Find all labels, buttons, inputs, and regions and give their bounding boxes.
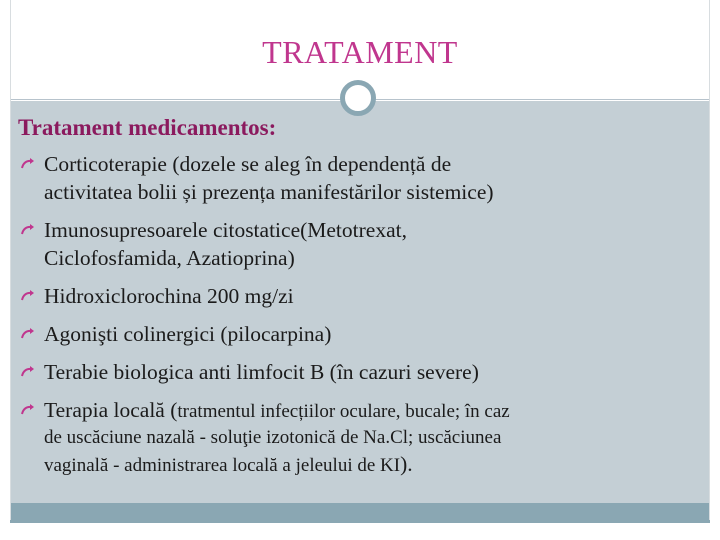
item-line: Ciclofosfamida, Azatioprina) <box>44 246 295 270</box>
item-line: Hidroxiclorochina 200 mg/zi <box>44 284 294 308</box>
item-line <box>44 451 698 479</box>
list-item <box>18 358 698 386</box>
item-line: Imunosupresoarele citostatice(Metotrexat, <box>44 218 407 242</box>
item-line <box>44 396 698 425</box>
item-lead: Terapia locală ( <box>44 398 178 422</box>
item-close: ). <box>400 452 413 476</box>
slide-title: TRATAMENT <box>262 34 458 70</box>
curved-arrow-bullet-icon <box>20 157 36 171</box>
curved-arrow-bullet-icon <box>20 289 36 303</box>
section-heading: Tratament medicamentos: <box>18 115 277 140</box>
list-item <box>18 320 698 348</box>
curved-arrow-bullet-icon <box>20 365 36 379</box>
item-line: Agonişti colinergici (pilocarpina) <box>44 322 332 346</box>
item-detail: vaginală - administrarea locală a jeleului de KI <box>44 455 401 476</box>
list-item <box>18 282 698 310</box>
item-detail: tratmentul infecțiilor oculare, bucale; în caz <box>177 401 510 422</box>
list-item <box>18 396 698 479</box>
item-line: Corticoterapie (dozele se aleg în dependență de <box>44 152 452 176</box>
curved-arrow-bullet-icon <box>20 223 36 237</box>
list-item <box>18 150 698 206</box>
item-line: Terabie biologica anti limfocit B (în cazuri severe) <box>44 360 479 384</box>
item-line: activitatea bolii și prezența manifestărilor sistemice) <box>44 180 494 204</box>
list-item <box>18 216 698 272</box>
curved-arrow-bullet-icon <box>20 327 36 341</box>
item-line: de uscăciune nazală - soluţie izotonică de Na.Cl; uscăciunea <box>44 427 502 448</box>
circle-ornament-icon <box>340 80 376 116</box>
bullet-list <box>18 150 698 489</box>
curved-arrow-bullet-icon <box>20 403 36 417</box>
